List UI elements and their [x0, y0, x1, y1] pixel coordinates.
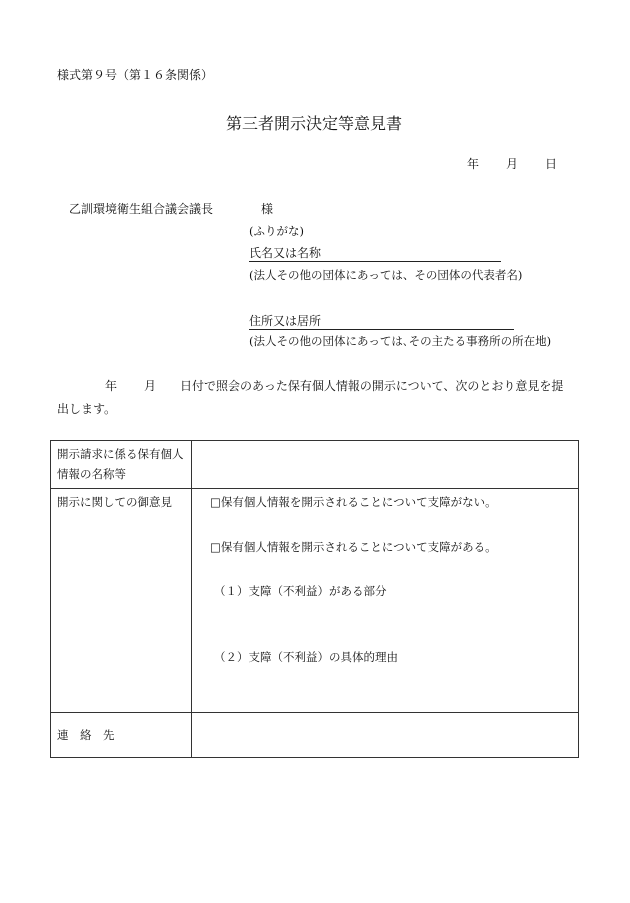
document-label-cell [51, 441, 192, 489]
opinion-label: 開示に関しての御意見 [57, 495, 172, 509]
option-issue[interactable]: □保有個人情報を開示されることについて支障がある。 [210, 540, 497, 554]
addressee-honorific: 様 [261, 202, 274, 216]
contact-value-cell[interactable] [192, 713, 579, 758]
address-note: (法人その他の団体にあっては､その主たる事務所の所在地) [249, 334, 552, 348]
contact-label: 連 絡 先 [57, 727, 115, 742]
name-label: 氏名又は名称 [249, 244, 501, 262]
body-month-label: 月 [144, 379, 157, 393]
option-no-issue[interactable]: □保有個人情報を開示されることについて支障がない。 [210, 495, 497, 509]
contact-label-cell [51, 713, 192, 758]
date-day-label: 日 [545, 157, 558, 171]
document-title: 第三者開示決定等意見書 [226, 114, 403, 133]
name-note: (法人その他の団体にあっては、その団体の代表者名) [249, 268, 523, 282]
item-specific-reason: （２）支障（不利益）の具体的理由 [214, 650, 398, 664]
item-affected-part: （１）支障（不利益）がある部分 [214, 584, 387, 598]
body-line1: 日付で照会のあった保有個人情報の開示について、次のとおり意見を提 [180, 379, 564, 393]
table-row-document [51, 441, 579, 489]
name-field[interactable] [249, 244, 501, 262]
opinion-value-cell [192, 489, 579, 713]
document-value-cell[interactable] [192, 441, 579, 489]
date-month-label: 月 [506, 157, 519, 171]
furigana-label: (ふりがな) [249, 224, 304, 238]
date-year-label: 年 [467, 157, 480, 171]
table-row-opinion [51, 489, 579, 713]
opinion-content [192, 489, 578, 712]
address-label: 住所又は居所 [249, 312, 514, 330]
opinion-label-cell [51, 489, 192, 713]
body-line2: 出します。 [57, 402, 117, 416]
address-field[interactable] [249, 312, 514, 330]
opinion-table [50, 440, 579, 758]
document-label: 開示請求に係る保有個人情報の名称等 [57, 447, 184, 481]
form-number: 様式第９号（第１６条関係） [57, 68, 214, 82]
body-year-label: 年 [105, 379, 118, 393]
addressee-name: 乙訓環境衛生組合議会議長 [69, 202, 214, 216]
table-row-contact [51, 713, 579, 758]
